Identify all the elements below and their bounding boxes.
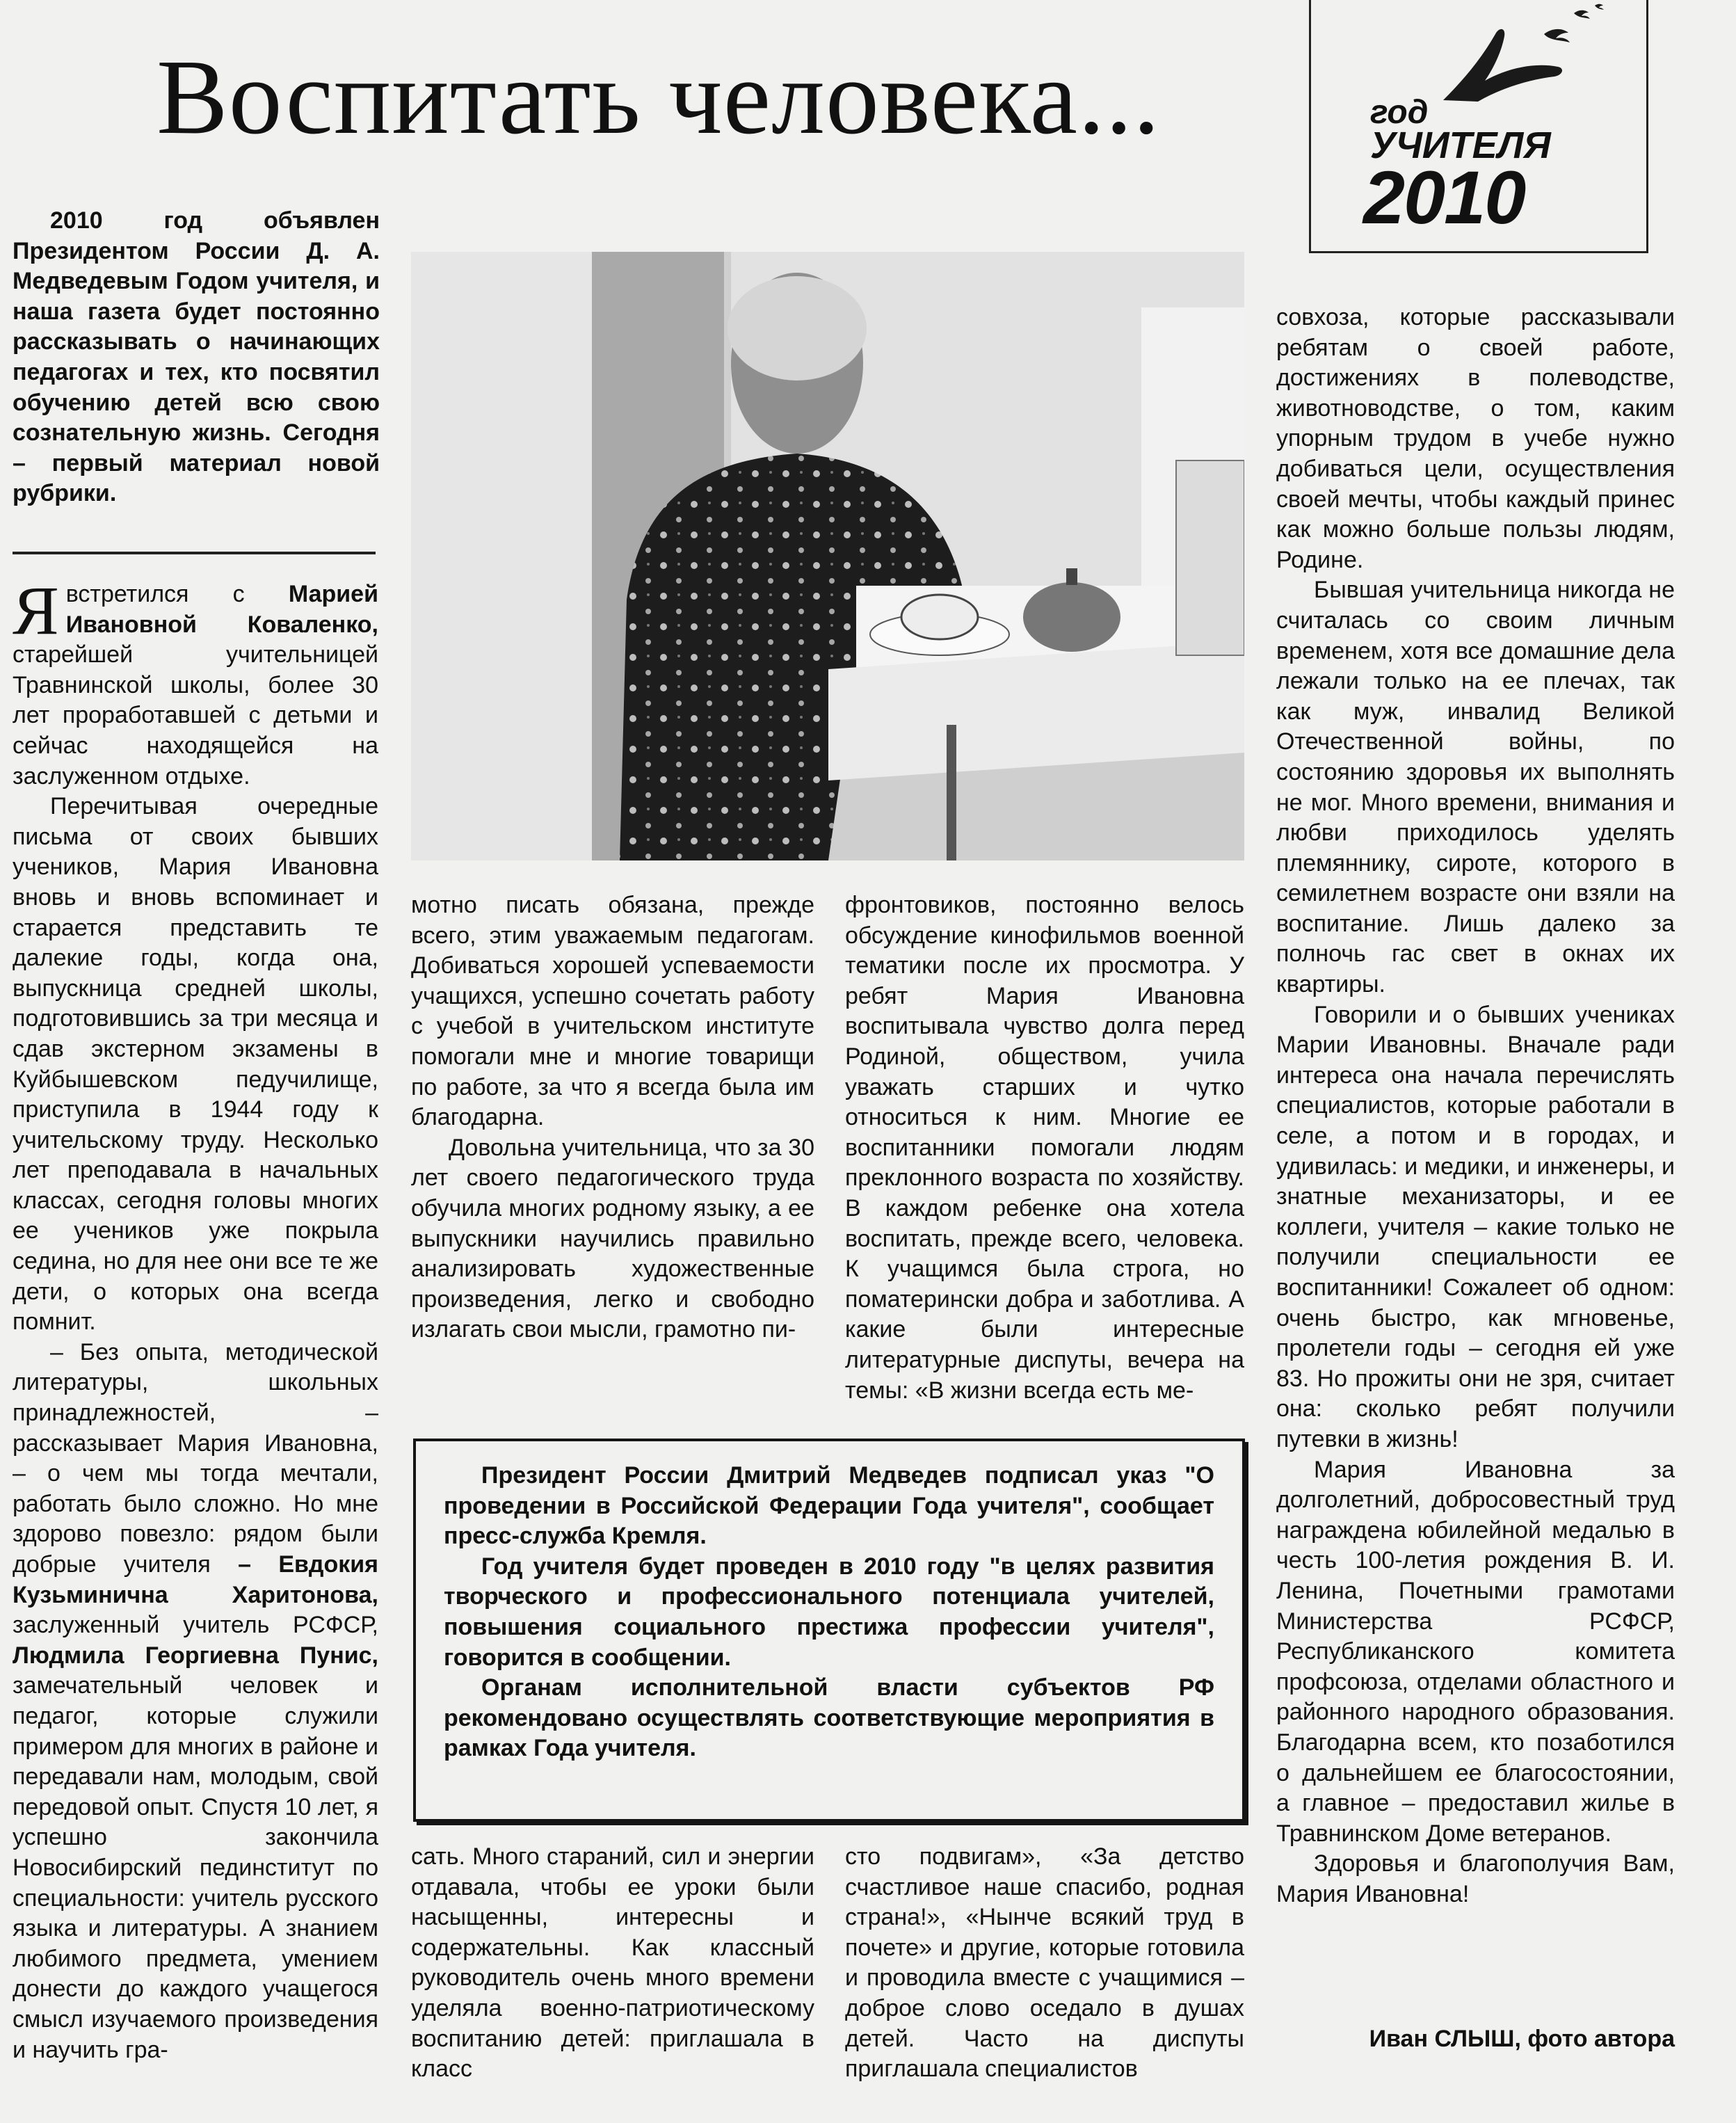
logo-word-god: год <box>1370 94 1429 131</box>
article-paragraph <box>13 572 378 792</box>
article-column-2-bottom <box>411 1842 814 2085</box>
article-paragraph: Бывшая учительница никогда не считалась со своим личным временем, хотя все домашние дела лежали только на ее плечах, так как муж, инвалид Великой Отечественной войны, по состоянию здоровья их выполнять не мог. Много времени, внимания и любви приходилось уделять племяннику, сироте, которого в семилетнем возрасте они взяли на воспитание. Лишь далеко за полночь гас свет в окнах их квартиры. <box>1276 577 1675 998</box>
article-column-2-top <box>411 890 814 1345</box>
article-column-3-bottom <box>845 1842 1244 2085</box>
article-paragraph: Говорили и о бывших учениках Марии Ивановны. Вначале ради интереса она начала перечислять специалистов, которые работали в селе, а потом и в городах, и удивилась: и медики, и инженеры, и знатные механизаторы, и ее коллеги, учителя – какие только не получили специальности ее воспитанники! Сожалеет об одном: очень быстро, как мгновенье, пролетели годы – сегодня ей уже 83. Но прожиты они не зря, считает она: сколько ребят получили путевки в жизнь! <box>1276 1001 1675 1452</box>
logo-year: 2010 <box>1363 155 1525 239</box>
article-column-1 <box>13 572 379 2065</box>
info-paragraph: Год учителя будет проведен в 2010 году "в целях развития творческого и профессионального потенциала учителей, повышения социального престижа профессии учителя", говорится в сообщении. <box>444 1553 1214 1671</box>
article-paragraph: Мария Ивановна за долголетний, добросовестный труд награждена юбилейной медалью в честь 100-летия рождения В. И. Ленина, Почетными грамотами Министерства РСФСР, Республиканского комитета профсоюза, отделами областного и районного народного образования. Благодарна всем, кто позаботился о дальнейшем ее благосостоянии, а главное – предоставил жилье в Травнинском Доме ветеранов. <box>1276 1456 1675 1847</box>
article-paragraph: мотно писать обязана, прежде всего, этим уважаемым педагогам. Добиваться хорошей успеваемости учащихся, успешно сочетать работу с учебой в учительском институте помогали мне и многие товарищи по работе, за что я всегда была им благодарна. <box>411 892 814 1131</box>
person-name: Марией Ивановной Коваленко, <box>65 581 378 638</box>
article-paragraph: сать. Много стараний, сил и энергии отдавала, чтобы ее уроки были насыщенны, интересны и содержательны. Как классный руководитель очень много времени уделяла военно-патриотическому воспитанию детей: приглашала в класс <box>411 1843 814 2083</box>
text-run: встретился с <box>65 581 289 607</box>
info-paragraph: Президент России Дмитрий Медведев подписал указ "О проведении в Российской Федерации Года учителя", сообщает пресс-служба Кремля. <box>444 1462 1214 1550</box>
hand-and-birds-icon <box>1415 3 1624 107</box>
text-run: старейшей учительницей Травнинской школы, более 30 лет проработавшей с детьми и сейчас находящейся на заслуженном отдыхе. <box>13 641 378 790</box>
logo-word-uchitelya: УЧИТЕЛЯ <box>1370 125 1551 166</box>
photo-image <box>411 252 1244 860</box>
byline: Иван СЛЫШ, фото автора <box>1369 2026 1675 2052</box>
drop-cap: Я <box>13 572 59 649</box>
person-name: – Евдокия Кузьминична Харитонова, <box>13 1551 379 1608</box>
text-run: замечательный человек и педагог, которые служили примером для многих в районе и передавали нам, молодым, свой передовой опыт. Спустя 10 лет, я успешно закончила Новосибирский пединститут по специальности: учитель русского языка и литературы. А знанием любимого предмета, умением донести до каждого учащегося смысл изучаемого произведения и научить гра- <box>13 1672 378 2063</box>
person-name: Людмила Георгиевна Пунис, <box>13 1642 378 1669</box>
year-of-teacher-logo <box>1309 0 1648 253</box>
article-paragraph: совхоза, которые рассказывали ребятам о своей работе, достижениях в полеводстве, животноводстве, о том, каким упорным трудом в учебе нужно добиваться цели, осуществления своей мечты, чтобы каждый принес как можно больше пользы людям, Родине. <box>1276 304 1675 573</box>
article-paragraph: Перечитывая очередные письма от своих бывших учеников, Мария Ивановна вновь и вновь вспоминает и старается представить те далекие годы, когда она, выпускница средней школы, подготовившись за три месяца и сдав экстерном экзамены в Куйбышевском педучилище, приступила в 1944 году к учительскому труду. Несколько лет преподавала в начальных классах, сегодня головы многих ее учеников уже покрыла седина, но для нее они все те же дети, о которых она всегда помнит. <box>13 793 378 1336</box>
text-run: заслуженный учитель РСФСР, <box>13 1612 378 1639</box>
decree-info-box <box>413 1439 1245 1822</box>
article-paragraph: Здоровья и благополучия Вам, Мария Ивановна! <box>1276 1850 1675 1907</box>
intro-divider <box>13 552 376 554</box>
intro-lead: 2010 год объявлен Президентом России Д. А. Медведевым Годом учителя, и наша газета будет постоянно рассказывать о начинающих педагогах и тех, кто посвятил обучению детей всю свою сознательную жизнь. Сегодня – первый материал новой рубрики. <box>13 207 380 507</box>
article-paragraph: фронтовиков, постоянно велось обсуждение кинофильмов военной тематики после их просмотра. У ребят Мария Ивановна воспитывала чувство долга перед Родиной, обществом, учила уважать старших и чутко относиться к ним. Многие ее воспитанники помогали людям преклонного возраста по хозяйству. В каждом ребенке она хотела воспитать, прежде всего, человека. К учащимся была строга, но поматерински добра и заботлива. А какие были интересные литературные диспуты, вечера на темы: «В жизни всегда есть ме- <box>845 892 1244 1404</box>
article-paragraph: Довольна учительница, что за 30 лет своего педагогического труда обучила многих родному языку, а ее выпускники научились правильно анализировать художественные произведения, легко и свободно излагать свои мысли, грамотно пи- <box>411 1134 814 1343</box>
article-column-3-top <box>845 890 1244 1406</box>
headline: Воспитать человека... <box>156 38 1161 157</box>
article-paragraph: сто подвигам», «За детство счастливое наше спасибо, родная страна!», «Нынче всякий труд в почете» и другие, которые готовила и проводила вместе с учащимися – доброе слово оседало в душах детей. Часто на диспуты приглашала специалистов <box>845 1843 1244 2083</box>
teacher-photo <box>411 252 1244 860</box>
info-paragraph: Органам исполнительной власти субъектов РФ рекомендовано осуществлять соответствующие мероприятия в рамках Года учителя. <box>444 1674 1214 1762</box>
text-run: – Без опыта, методической литературы, школьных принадлежностей, – рассказывает Мария Ивановна, – о чем мы тогда мечтали, работать было сложно. Но мне здорово повезло: рядом были добрые учителя <box>13 1338 378 1578</box>
article-column-4 <box>1276 303 1675 1909</box>
article-paragraph <box>13 1338 378 2065</box>
